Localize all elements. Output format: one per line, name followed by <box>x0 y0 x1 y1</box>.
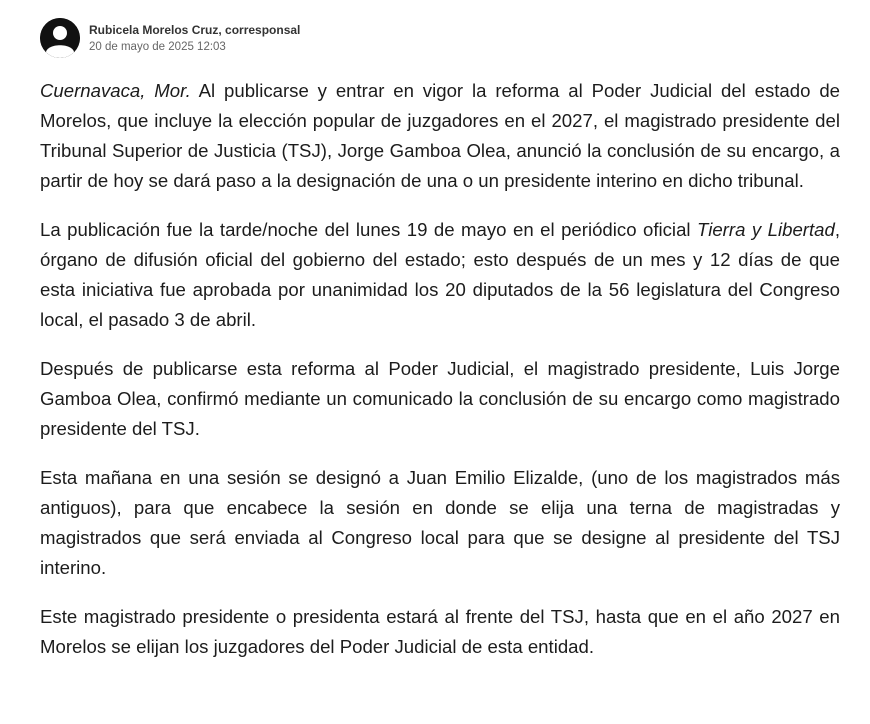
byline <box>40 16 840 60</box>
paragraph-4: Esta mañana en una sesión se designó a Juan Emilio Elizalde, (uno de los magistrados más antiguos), para que encabece la sesión en donde se elija una terna de magistradas y magistrados que será enviada al Congreso local para que se designe al presidente del TSJ interino. <box>40 467 840 578</box>
paragraph-2-after: , órgano de difusión oficial del gobierno del estado; esto después de un mes y 12 días de que esta iniciativa fue aprobada por unanimidad los 20 diputados de la 56 legislatura del Congreso local, el pasado 3 de abril. <box>40 219 841 330</box>
paragraph-1-text: Al publicarse y entrar en vigor la reforma al Poder Judicial del estado de Morelos, que incluye la elección popular de juzgadores en el 2027, el magistrado presidente del Tribunal Superior de Justicia (TSJ), Jorge Gamboa Olea, anunció la conclusión de su encargo, a partir de hoy se dará paso a la designación de una o un presidente interino en dicho tribunal. <box>40 80 840 191</box>
paragraph-1 <box>40 76 840 196</box>
paragraph-2-before: La publicación fue la tarde/noche del lunes 19 de mayo en el periódico oficial <box>40 219 698 240</box>
dateline: Cuernavaca, Mor. <box>40 80 191 101</box>
user-avatar-icon <box>40 18 80 58</box>
paragraph-5: Este magistrado presidente o presidenta estará al frente del TSJ, hasta que en el año 2027 en Morelos se elijan los juzgadores del Poder Judicial de esta entidad. <box>40 606 840 657</box>
paragraph-3: Después de publicarse esta reforma al Poder Judicial, el magistrado presidente, Luis Jorge Gamboa Olea, confirmó mediante un comunicado la conclusión de su encargo como magistrado presidente del TSJ. <box>40 358 840 439</box>
article-body <box>40 76 840 662</box>
byline-text <box>89 22 300 55</box>
newspaper-name: Tierra y Libertad <box>697 219 835 240</box>
author-name[interactable]: Rubicela Morelos Cruz, corresponsal <box>89 22 301 37</box>
publish-date: 20 de mayo de 2025 12:03 <box>89 40 226 53</box>
paragraph-2 <box>40 215 840 335</box>
